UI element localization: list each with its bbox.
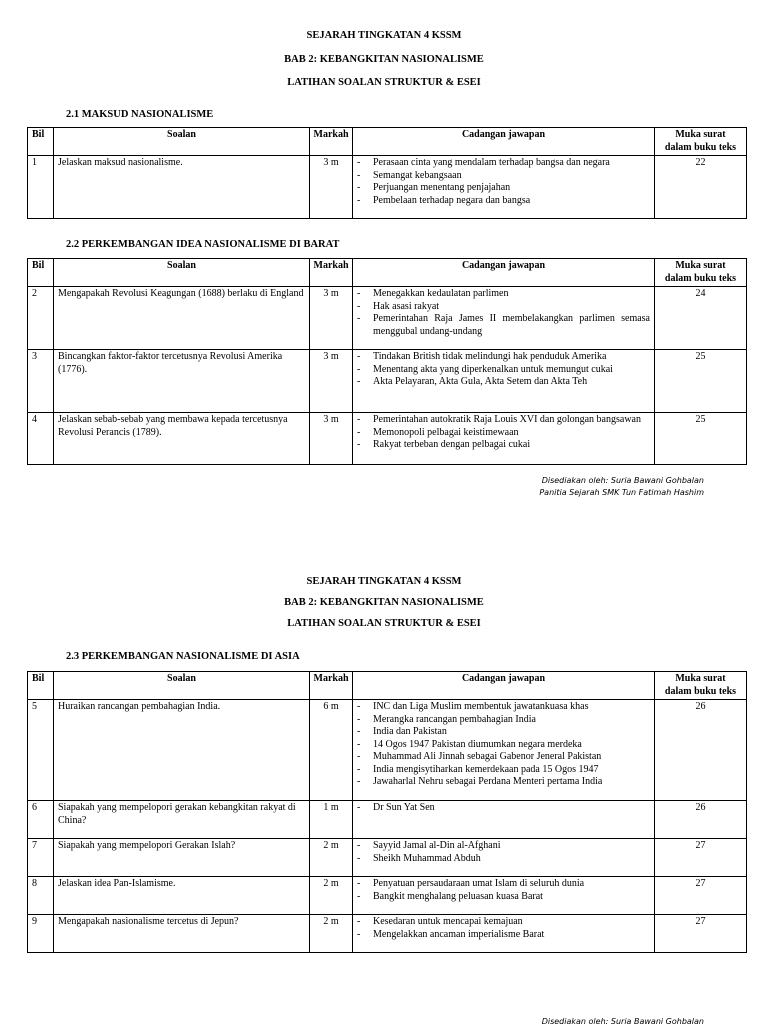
row-bil: 4 — [28, 413, 54, 465]
answer-item: - Rakyat terbeban dengan pelbagai cukai — [357, 439, 650, 452]
header-markah: Markah — [310, 259, 353, 287]
table-row — [28, 413, 747, 465]
row-markah: 3 m — [310, 156, 353, 219]
header-markah: Markah — [310, 128, 353, 156]
row-bil: 5 — [28, 700, 54, 801]
row-markah: 1 m — [310, 801, 353, 839]
footer-prepared-by: Disediakan oleh: Suria Bawani Gohbalan — [541, 1017, 704, 1026]
table-row — [28, 801, 747, 839]
answer-item: - Sheikh Muhammad Abduh — [357, 853, 650, 866]
row-muka: 24 — [655, 287, 747, 350]
row-bil: 7 — [28, 839, 54, 877]
row-soalan: Siapakah yang mempelopori gerakan kebangkitan rakyat di China? — [54, 801, 310, 839]
row-markah: 3 m — [310, 350, 353, 413]
question-table-2-3 — [27, 671, 747, 953]
row-bil: 3 — [28, 350, 54, 413]
answer-item: - Perjuangan menentang penjajahan — [357, 182, 650, 195]
table-row — [28, 350, 747, 413]
answer-item: - India mengisytiharkan kemerdekaan pada 15 Ogos 1947 — [357, 764, 650, 777]
table-row — [28, 156, 747, 219]
header-cadangan: Cadangan jawapan — [353, 672, 655, 700]
answer-item: - INC dan Liga Muslim membentuk jawatankuasa khas — [357, 701, 650, 714]
row-bil: 9 — [28, 915, 54, 953]
section-title-2-2: 2.2 PERKEMBANGAN IDEA NASIONALISME DI BARAT — [66, 239, 340, 250]
doc-subtitle: LATIHAN SOALAN STRUKTUR & ESEI — [287, 618, 481, 629]
header-muka: Muka surat dalam buku teks — [655, 259, 747, 287]
row-markah: 6 m — [310, 700, 353, 801]
answer-item: - Semangat kebangsaan — [357, 170, 650, 183]
row-soalan: Jelaskan idea Pan-Islamisme. — [54, 877, 310, 915]
table-row — [28, 915, 747, 953]
row-soalan: Huraikan rancangan pembahagian India. — [54, 700, 310, 801]
answer-item: - Sayyid Jamal al-Din al-Afghani — [357, 840, 650, 853]
row-soalan: Bincangkan faktor-faktor tercetusnya Revolusi Amerika (1776). — [54, 350, 310, 413]
answer-item: - Pembelaan terhadap negara dan bangsa — [357, 195, 650, 208]
header-soalan: Soalan — [54, 672, 310, 700]
row-muka: 26 — [655, 801, 747, 839]
header-bil: Bil — [28, 672, 54, 700]
row-muka: 25 — [655, 350, 747, 413]
header-cadangan: Cadangan jawapan — [353, 259, 655, 287]
answer-item: - India dan Pakistan — [357, 726, 650, 739]
row-jawapan — [353, 801, 655, 839]
answer-item: - Pemerintahan autokratik Raja Louis XVI dan golongan bangsawan — [357, 414, 650, 427]
row-markah: 3 m — [310, 287, 353, 350]
answer-item: - Penyatuan persaudaraan umat Islam di seluruh dunia — [357, 878, 650, 891]
row-bil: 6 — [28, 801, 54, 839]
row-jawapan — [353, 915, 655, 953]
header-cadangan: Cadangan jawapan — [353, 128, 655, 156]
header-muka: Muka surat dalam buku teks — [655, 672, 747, 700]
table-header-row — [28, 128, 747, 156]
row-jawapan — [353, 287, 655, 350]
doc-chapter: BAB 2: KEBANGKITAN NASIONALISME — [284, 54, 484, 65]
table-row — [28, 839, 747, 877]
doc-subtitle: LATIHAN SOALAN STRUKTUR & ESEI — [287, 77, 481, 88]
header-soalan: Soalan — [54, 128, 310, 156]
row-soalan: Mengapakah nasionalisme tercetus di Jepun? — [54, 915, 310, 953]
header-bil: Bil — [28, 259, 54, 287]
answer-item: - Tindakan British tidak melindungi hak penduduk Amerika — [357, 351, 650, 364]
row-bil: 2 — [28, 287, 54, 350]
table-row — [28, 700, 747, 801]
doc-chapter: BAB 2: KEBANGKITAN NASIONALISME — [284, 597, 484, 608]
answer-item: - 14 Ogos 1947 Pakistan diumumkan negara merdeka — [357, 739, 650, 752]
row-markah: 2 m — [310, 839, 353, 877]
answer-item: - Jawaharlal Nehru sebagai Perdana Menteri pertama India — [357, 776, 650, 789]
doc-title: SEJARAH TINGKATAN 4 KSSM — [306, 30, 462, 41]
header-bil: Bil — [28, 128, 54, 156]
answer-item: - Kesedaran untuk mencapai kemajuan — [357, 916, 650, 929]
answer-item: - Menentang akta yang diperkenalkan untuk memungut cukai — [357, 364, 650, 377]
row-muka: 25 — [655, 413, 747, 465]
table-header-row — [28, 259, 747, 287]
table-row — [28, 877, 747, 915]
section-title-2-1: 2.1 MAKSUD NASIONALISME — [66, 109, 214, 120]
answer-item: - Merangka rancangan pembahagian India — [357, 714, 650, 727]
row-jawapan — [353, 413, 655, 465]
row-markah: 2 m — [310, 877, 353, 915]
row-muka: 26 — [655, 700, 747, 801]
answer-item: - Hak asasi rakyat — [357, 301, 650, 314]
answer-item: - Menegakkan kedaulatan parlimen — [357, 288, 650, 301]
row-soalan: Siapakah yang mempelopori Gerakan Islah? — [54, 839, 310, 877]
row-soalan: Jelaskan sebab-sebab yang membawa kepada tercetusnya Revolusi Perancis (1789). — [54, 413, 310, 465]
section-title-2-3: 2.3 PERKEMBANGAN NASIONALISME DI ASIA — [66, 651, 300, 662]
header-muka: Muka surat dalam buku teks — [655, 128, 747, 156]
row-bil: 1 — [28, 156, 54, 219]
row-muka: 27 — [655, 877, 747, 915]
answer-item: - Bangkit menghalang peluasan kuasa Barat — [357, 891, 650, 904]
row-muka: 22 — [655, 156, 747, 219]
answer-item: - Pemerintahan Raja James II membelakangkan parlimen semasa menggubal undang-undang — [357, 313, 650, 338]
footer-panel: Panitia Sejarah SMK Tun Fatimah Hashim — [539, 488, 704, 497]
answer-item: - Memonopoli pelbagai keistimewaan — [357, 427, 650, 440]
answer-item: - Akta Pelayaran, Akta Gula, Akta Setem dan Akta Teh — [357, 376, 650, 389]
row-bil: 8 — [28, 877, 54, 915]
answer-item: - Muhammad Ali Jinnah sebagai Gabenor Jeneral Pakistan — [357, 751, 650, 764]
row-markah: 2 m — [310, 915, 353, 953]
table-row — [28, 287, 747, 350]
answer-item: - Dr Sun Yat Sen — [357, 802, 650, 815]
row-jawapan — [353, 700, 655, 801]
row-jawapan — [353, 839, 655, 877]
footer-prepared-by: Disediakan oleh: Suria Bawani Gohbalan — [541, 476, 704, 485]
answer-item: - Mengelakkan ancaman imperialisme Barat — [357, 929, 650, 942]
row-soalan: Jelaskan maksud nasionalisme. — [54, 156, 310, 219]
header-soalan: Soalan — [54, 259, 310, 287]
question-table-2-2 — [27, 258, 747, 465]
header-markah: Markah — [310, 672, 353, 700]
row-jawapan — [353, 350, 655, 413]
row-markah: 3 m — [310, 413, 353, 465]
answer-item: - Perasaan cinta yang mendalam terhadap bangsa dan negara — [357, 157, 650, 170]
row-muka: 27 — [655, 915, 747, 953]
doc-title: SEJARAH TINGKATAN 4 KSSM — [306, 576, 462, 587]
question-table-2-1 — [27, 127, 747, 219]
row-soalan: Mengapakah Revolusi Keagungan (1688) berlaku di England — [54, 287, 310, 350]
row-muka: 27 — [655, 839, 747, 877]
table-header-row — [28, 672, 747, 700]
row-jawapan — [353, 877, 655, 915]
row-jawapan — [353, 156, 655, 219]
